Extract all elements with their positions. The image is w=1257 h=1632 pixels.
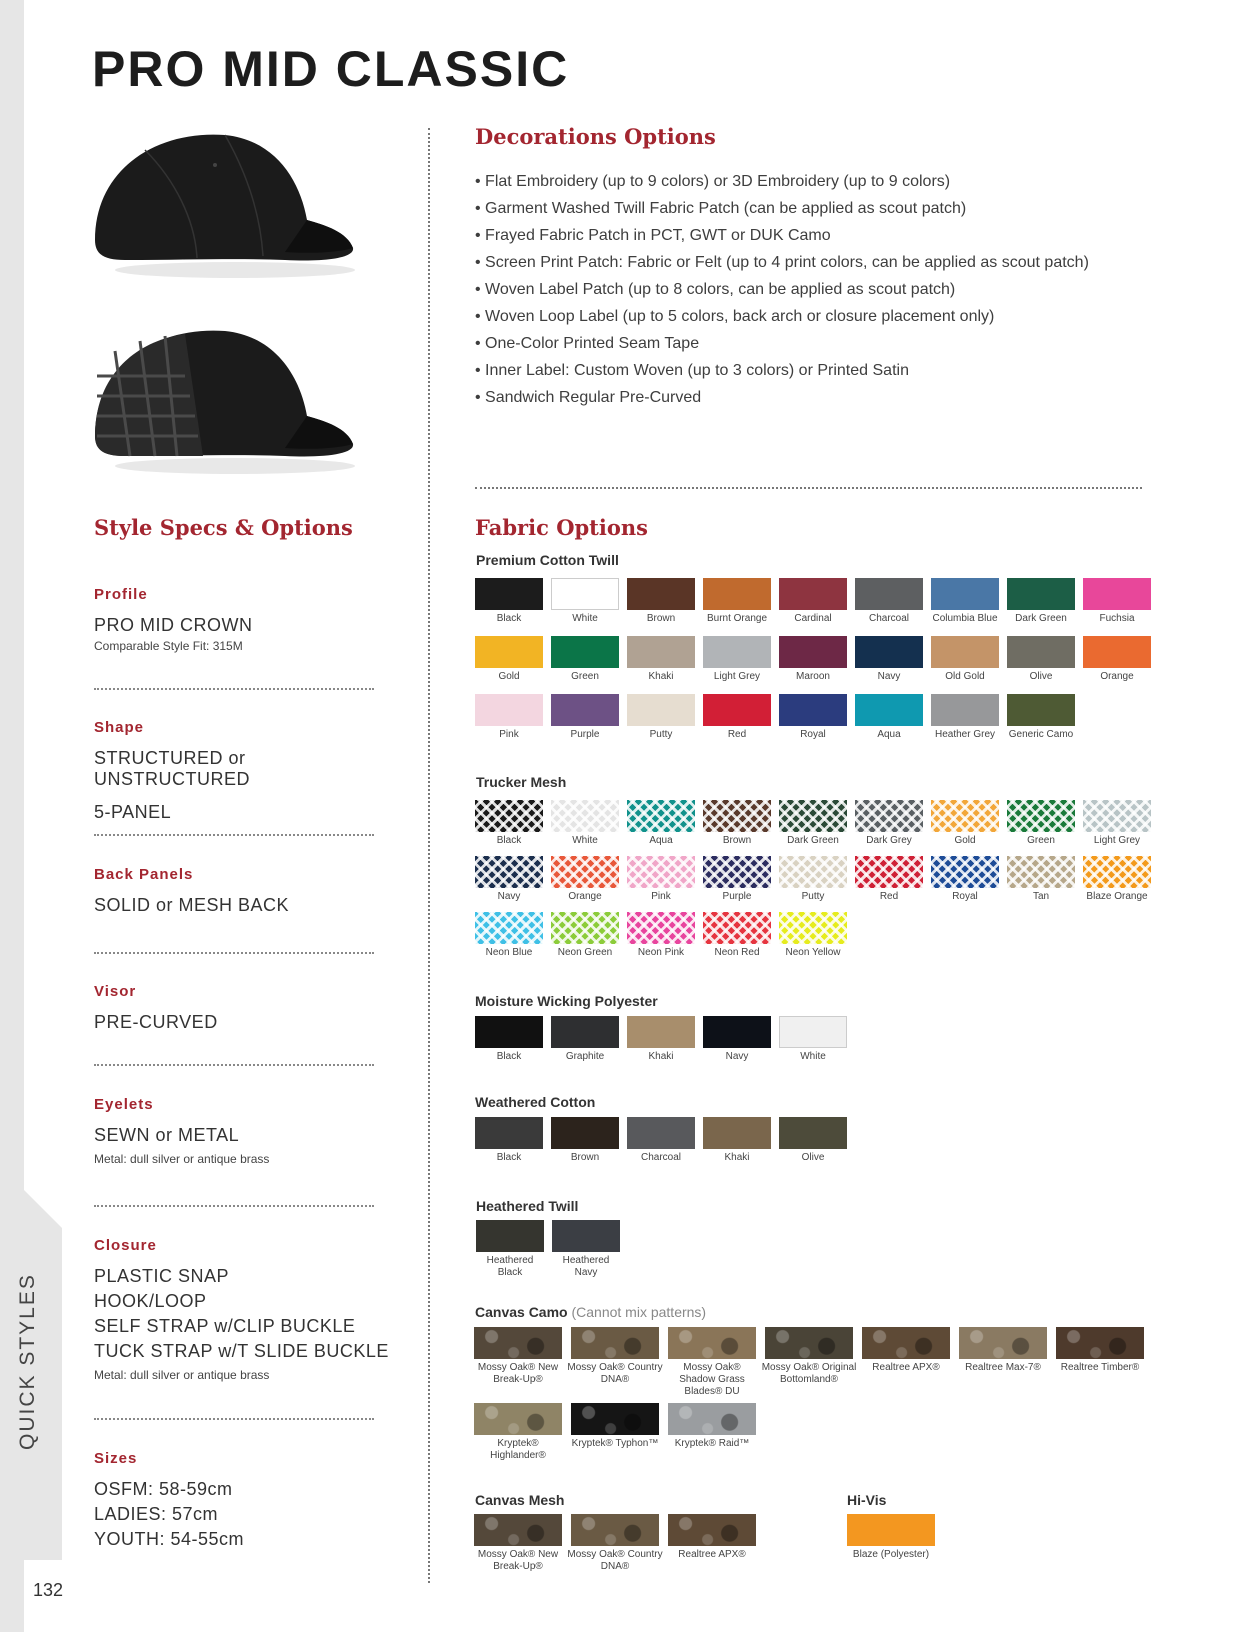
swatch-label: Navy: [877, 671, 901, 682]
swatch-mesh: [473, 856, 545, 903]
swatch-label: Realtree APX®: [678, 1549, 746, 1560]
swatch-mesh: [625, 800, 697, 847]
swatch-mesh: [625, 912, 697, 959]
spec-label: Eyelets: [94, 1096, 154, 1113]
specs-heading: Style Specs & Options: [94, 515, 353, 540]
swatch-color: [475, 856, 543, 888]
swatch-color: [703, 694, 771, 726]
swatch-label: Heathered Navy: [562, 1255, 610, 1278]
swatch-pct: [1081, 636, 1153, 683]
swatch-label: Mossy Oak® Shadow Grass Blades® DU: [679, 1362, 745, 1397]
group-heading-canvas-mesh: Canvas Mesh: [475, 1492, 565, 1508]
swatch-color: [765, 1327, 853, 1359]
swatch-pct: [549, 578, 621, 625]
swatch-pct: [853, 578, 925, 625]
swatch-color: [779, 694, 847, 726]
swatch-label: Navy: [725, 1051, 749, 1062]
swatch-pct: [701, 636, 773, 683]
swatch-label: Olive: [1029, 671, 1053, 682]
group-heading-heathered-twill: Heathered Twill: [476, 1198, 579, 1214]
swatch-pct: [549, 694, 621, 741]
swatch-mesh: [929, 800, 1001, 847]
swatch-pct: [1005, 636, 1077, 683]
swatch-color: [1083, 578, 1151, 610]
swatch-label: Mossy Oak® Country DNA®: [567, 1362, 663, 1385]
decorations-list: [475, 168, 1089, 411]
spec-divider: [94, 688, 374, 690]
spec-profile: [94, 586, 394, 653]
swatch-color: [475, 694, 543, 726]
swatch-color: [779, 1016, 847, 1048]
swatch-color: [474, 1327, 562, 1359]
group-heading-canvas-camo: [475, 1304, 706, 1320]
swatch-color: [931, 694, 999, 726]
swatch-color: [959, 1327, 1047, 1359]
swatch-color: [779, 578, 847, 610]
swatch-pct: [777, 578, 849, 625]
swatch-color: [668, 1514, 756, 1546]
swatch-pct: [549, 636, 621, 683]
swatch-canvas_mesh: [664, 1514, 760, 1561]
swatch-mwp: [701, 1016, 773, 1063]
swatch-color: [779, 856, 847, 888]
swatch-mesh: [549, 856, 621, 903]
swatch-label: Light Grey: [1093, 835, 1141, 846]
swatch-color: [703, 912, 771, 944]
swatch-camo: [567, 1327, 663, 1386]
swatch-hivis: [843, 1514, 939, 1561]
swatch-color: [627, 1117, 695, 1149]
swatch-color: [703, 1117, 771, 1149]
swatch-camo: [470, 1327, 566, 1386]
swatch-label: Light Grey: [713, 671, 761, 682]
swatch-color: [668, 1403, 756, 1435]
swatch-label: Neon Red: [714, 947, 760, 958]
swatch-color: [1007, 856, 1075, 888]
swatch-label: Olive: [801, 1152, 825, 1163]
swatch-label: Green: [1027, 835, 1055, 846]
swatch-color: [855, 856, 923, 888]
swatch-pct: [473, 578, 545, 625]
group-heading-weathered-cotton: Weathered Cotton: [475, 1094, 596, 1110]
swatch-weathered: [701, 1117, 773, 1164]
swatch-label: Realtree APX®: [872, 1362, 940, 1373]
swatch-label: Neon Green: [557, 947, 613, 958]
swatch-color: [779, 912, 847, 944]
swatch-label: Khaki: [648, 1051, 674, 1062]
swatch-label: Black: [496, 835, 522, 846]
swatch-camo: [470, 1403, 566, 1462]
swatch-color: [551, 800, 619, 832]
swatch-camo: [664, 1403, 760, 1450]
swatch-color: [931, 856, 999, 888]
column-divider: [428, 128, 430, 1583]
swatch-label: Neon Pink: [637, 947, 685, 958]
swatch-label: Pink: [499, 729, 519, 740]
spec-label: Visor: [94, 983, 137, 1000]
swatch-color: [475, 1016, 543, 1048]
swatch-label: Cardinal: [794, 613, 832, 624]
swatch-label: Neon Yellow: [785, 947, 841, 958]
swatch-label: Kryptek® Highlander®: [490, 1438, 546, 1461]
swatch-label: Gold: [954, 835, 976, 846]
swatch-color: [931, 578, 999, 610]
swatch-label: Blaze (Polyester): [852, 1549, 930, 1560]
group-heading-premium-cotton-twill: Premium Cotton Twill: [476, 552, 619, 568]
spec-value: PLASTIC SNAP: [94, 1266, 230, 1286]
spec-divider: [94, 1418, 374, 1420]
swatch-color: [703, 578, 771, 610]
swatch-label: Black: [496, 1152, 522, 1163]
decoration-item: • One-Color Printed Seam Tape: [475, 335, 700, 352]
swatch-color: [1007, 636, 1075, 668]
swatch-color: [474, 1514, 562, 1546]
group-note: (Cannot mix patterns): [571, 1304, 707, 1320]
swatch-mesh: [701, 800, 773, 847]
spec-closure: [94, 1237, 394, 1382]
swatch-color: [475, 912, 543, 944]
swatch-label: Red: [879, 891, 899, 902]
swatch-color: [703, 636, 771, 668]
swatch-color: [571, 1403, 659, 1435]
decoration-item: • Woven Loop Label (up to 5 colors, back arch or closure placement only): [475, 308, 995, 325]
swatch-color: [855, 694, 923, 726]
swatch-weathered: [625, 1117, 697, 1164]
swatch-mwp: [625, 1016, 697, 1063]
swatch-label: Putty: [801, 891, 825, 902]
spec-value: 5-PANEL: [94, 802, 172, 822]
swatch-color: [475, 578, 543, 610]
swatch-label: Old Gold: [945, 671, 985, 682]
swatch-label: Pink: [651, 891, 671, 902]
spec-note: Metal: dull silver or antique brass: [94, 1368, 270, 1382]
swatch-color: [627, 694, 695, 726]
swatch-color: [931, 636, 999, 668]
swatch-color: [1083, 636, 1151, 668]
swatch-label: Royal: [800, 729, 826, 740]
swatch-label: White: [572, 613, 598, 624]
swatch-mwp: [777, 1016, 849, 1063]
swatch-label: Tan: [1032, 891, 1050, 902]
spec-label: Shape: [94, 719, 145, 736]
swatch-color: [551, 694, 619, 726]
swatch-color: [571, 1327, 659, 1359]
swatch-mesh: [473, 912, 545, 959]
swatch-mesh: [473, 800, 545, 847]
swatch-label: Heathered Black: [486, 1255, 534, 1278]
swatch-color: [551, 578, 619, 610]
swatch-color: [627, 578, 695, 610]
swatch-label: Charcoal: [868, 613, 910, 624]
swatch-mesh: [853, 856, 925, 903]
spec-value: SELF STRAP w/CLIP BUCKLE: [94, 1316, 356, 1336]
swatch-label: Kryptek® Typhon™: [571, 1438, 659, 1449]
group-heading-trucker-mesh: Trucker Mesh: [476, 774, 567, 790]
spec-value: OSFM: 58-59cm: [94, 1479, 233, 1499]
swatch-pct: [777, 636, 849, 683]
swatch-pct: [473, 694, 545, 741]
spec-label: Sizes: [94, 1450, 138, 1467]
spec-value: YOUTH: 54-55cm: [94, 1529, 245, 1549]
spec-value: SOLID or MESH BACK: [94, 895, 290, 915]
spec-divider: [94, 1064, 374, 1066]
swatch-mesh: [1005, 800, 1077, 847]
swatch-pct: [473, 636, 545, 683]
swatch-label: Aqua: [649, 835, 673, 846]
swatch-mesh: [777, 800, 849, 847]
swatch-color: [551, 1117, 619, 1149]
spec-shape: [94, 719, 394, 823]
swatch-color: [551, 1016, 619, 1048]
swatch-color: [779, 636, 847, 668]
swatch-label: Aqua: [877, 729, 901, 740]
spec-eyelets: [94, 1096, 394, 1166]
swatch-pct: [701, 578, 773, 625]
swatch-label: Brown: [570, 1152, 600, 1163]
swatch-pct: [625, 694, 697, 741]
swatch-mesh: [777, 912, 849, 959]
swatch-label: Black: [496, 1051, 522, 1062]
swatch-color: [552, 1220, 620, 1252]
spec-note: Metal: dull silver or antique brass: [94, 1152, 270, 1166]
swatch-color: [855, 800, 923, 832]
swatch-camo: [858, 1327, 954, 1374]
swatch-label: Red: [727, 729, 747, 740]
swatch-pct: [929, 636, 1001, 683]
swatch-mesh: [853, 800, 925, 847]
swatch-label: Mossy Oak® New Break-Up®: [477, 1362, 559, 1385]
swatch-color: [475, 636, 543, 668]
swatch-color: [703, 856, 771, 888]
swatch-camo: [567, 1403, 663, 1450]
swatch-mesh: [701, 912, 773, 959]
swatch-color: [1056, 1327, 1144, 1359]
spec-value: STRUCTURED or UNSTRUCTURED: [94, 748, 250, 789]
swatch-color: [1007, 694, 1075, 726]
swatch-label: Dark Green: [1015, 613, 1067, 624]
swatch-label: Dark Green: [787, 835, 839, 846]
fabric-heading: Fabric Options: [475, 515, 648, 540]
swatch-color: [551, 856, 619, 888]
group-title: Canvas Camo: [475, 1304, 568, 1320]
swatch-pct: [701, 694, 773, 741]
group-heading-moisture-wicking-polyester: Moisture Wicking Polyester: [475, 993, 658, 1009]
decoration-item: • Screen Print Patch: Fabric or Felt (up to 4 print colors, can be applied as scout patch): [475, 254, 1089, 271]
decoration-item: • Frayed Fabric Patch in PCT, GWT or DUK Camo: [475, 227, 831, 244]
swatch-color: [551, 912, 619, 944]
swatch-weathered: [777, 1117, 849, 1164]
side-label: QUICK STYLES: [16, 1273, 39, 1450]
swatch-label: Blaze Orange: [1086, 891, 1148, 902]
swatch-color: [627, 912, 695, 944]
spec-label: Profile: [94, 586, 148, 603]
swatch-camo: [664, 1327, 760, 1398]
swatch-pct: [853, 636, 925, 683]
swatch-label: Royal: [952, 891, 978, 902]
spec-divider: [94, 952, 374, 954]
swatch-pct: [625, 578, 697, 625]
swatch-label: Brown: [646, 613, 676, 624]
swatch-mesh: [1081, 856, 1153, 903]
swatch-color: [847, 1514, 935, 1546]
cap-solid-back-image: [85, 120, 360, 280]
swatch-mesh: [701, 856, 773, 903]
swatch-label: Fuchsia: [1099, 613, 1135, 624]
swatch-pct: [625, 636, 697, 683]
section-divider: [475, 487, 1142, 489]
swatch-label: Orange: [568, 891, 602, 902]
swatch-label: Columbia Blue: [932, 613, 998, 624]
swatch-color: [855, 636, 923, 668]
swatch-color: [703, 800, 771, 832]
swatch-pct: [853, 694, 925, 741]
swatch-pct: [929, 694, 1001, 741]
swatch-label: White: [572, 835, 598, 846]
spec-value: SEWN or METAL: [94, 1125, 240, 1145]
cap-mesh-back-image: [85, 316, 360, 476]
swatch-pct: [1005, 694, 1077, 741]
swatch-color: [931, 800, 999, 832]
swatch-color: [862, 1327, 950, 1359]
swatch-label: White: [800, 1051, 826, 1062]
swatch-label: Generic Camo: [1008, 729, 1074, 740]
spec-sizes: [94, 1450, 394, 1550]
swatch-color: [627, 636, 695, 668]
swatch-mesh: [549, 912, 621, 959]
swatch-mesh: [1081, 800, 1153, 847]
spec-visor: [94, 983, 394, 1033]
swatch-camo: [955, 1327, 1051, 1374]
spec-value: PRE-CURVED: [94, 1012, 218, 1032]
spec-back-panels: [94, 866, 394, 916]
spec-label: Back Panels: [94, 866, 194, 883]
swatch-label: Khaki: [724, 1152, 750, 1163]
swatch-pct: [1005, 578, 1077, 625]
swatch-color: [779, 1117, 847, 1149]
swatch-canvas_mesh: [470, 1514, 566, 1573]
swatch-pct: [777, 694, 849, 741]
swatch-label: Green: [571, 671, 599, 682]
swatch-label: Mossy Oak® Original Bottomland®: [761, 1362, 857, 1385]
swatch-camo: [1052, 1327, 1148, 1374]
swatch-color: [703, 1016, 771, 1048]
swatch-weathered: [549, 1117, 621, 1164]
swatch-color: [474, 1403, 562, 1435]
swatch-mesh: [777, 856, 849, 903]
swatch-pct: [929, 578, 1001, 625]
swatch-label: Gold: [498, 671, 520, 682]
swatch-heathered: [550, 1220, 622, 1279]
swatch-label: Brown: [722, 835, 752, 846]
swatch-label: Realtree Max-7®: [965, 1362, 1041, 1373]
swatch-label: Black: [496, 613, 522, 624]
swatch-label: Mossy Oak® Country DNA®: [567, 1549, 663, 1572]
swatch-label: Purple: [722, 891, 752, 902]
swatch-color: [1007, 800, 1075, 832]
swatch-label: Charcoal: [640, 1152, 682, 1163]
swatch-heathered: [474, 1220, 546, 1279]
swatch-label: Realtree Timber®: [1060, 1362, 1140, 1373]
swatch-color: [627, 1016, 695, 1048]
swatch-label: Mossy Oak® New Break-Up®: [477, 1549, 559, 1572]
swatch-weathered: [473, 1117, 545, 1164]
swatch-color: [475, 800, 543, 832]
swatch-color: [627, 800, 695, 832]
swatch-mwp: [473, 1016, 545, 1063]
swatch-label: Navy: [497, 891, 521, 902]
swatch-canvas_mesh: [567, 1514, 663, 1573]
spec-divider: [94, 1205, 374, 1207]
swatch-color: [475, 1117, 543, 1149]
swatch-label: Khaki: [648, 671, 674, 682]
group-heading-hi-vis: Hi-Vis: [847, 1492, 887, 1508]
swatch-label: Maroon: [796, 671, 830, 682]
swatch-color: [779, 800, 847, 832]
swatch-color: [476, 1220, 544, 1252]
swatch-label: Dark Grey: [866, 835, 912, 846]
swatch-label: Putty: [649, 729, 673, 740]
swatch-pct: [1081, 578, 1153, 625]
decoration-item: • Woven Label Patch (up to 8 colors, can be applied as scout patch): [475, 281, 956, 298]
swatch-mesh: [625, 856, 697, 903]
decoration-item: • Inner Label: Custom Woven (up to 3 colors) or Printed Satin: [475, 362, 909, 379]
swatch-label: Neon Blue: [485, 947, 533, 958]
spec-value: PRO MID CROWN: [94, 615, 253, 635]
swatch-label: Purple: [570, 729, 600, 740]
swatch-mesh: [1005, 856, 1077, 903]
swatch-mesh: [549, 800, 621, 847]
swatch-mwp: [549, 1016, 621, 1063]
swatch-color: [1007, 578, 1075, 610]
swatch-mesh: [929, 856, 1001, 903]
swatch-color: [1083, 800, 1151, 832]
swatch-label: Heather Grey: [934, 729, 996, 740]
swatch-camo: [761, 1327, 857, 1386]
swatch-color: [668, 1327, 756, 1359]
page-title: PRO MID CLASSIC: [92, 41, 570, 97]
swatch-label: Burnt Orange: [706, 613, 768, 624]
spec-label: Closure: [94, 1237, 157, 1254]
swatch-label: Kryptek® Raid™: [674, 1438, 750, 1449]
swatch-color: [627, 856, 695, 888]
page-number: 132: [33, 1580, 64, 1600]
swatch-label: Orange: [1100, 671, 1134, 682]
spec-value: HOOK/LOOP: [94, 1291, 207, 1311]
decoration-item: • Garment Washed Twill Fabric Patch (can be applied as scout patch): [475, 200, 967, 217]
spec-value: LADIES: 57cm: [94, 1504, 219, 1524]
decorations-heading: Decorations Options: [475, 124, 716, 149]
swatch-color: [855, 578, 923, 610]
decoration-item: • Flat Embroidery (up to 9 colors) or 3D Embroidery (up to 9 colors): [475, 173, 951, 190]
spec-divider: [94, 834, 374, 836]
spec-value: TUCK STRAP w/T SLIDE BUCKLE: [94, 1341, 389, 1361]
swatch-color: [1083, 856, 1151, 888]
swatch-color: [551, 636, 619, 668]
swatch-color: [571, 1514, 659, 1546]
swatch-label: Graphite: [565, 1051, 605, 1062]
spec-note: Comparable Style Fit: 315M: [94, 639, 243, 653]
decoration-item: • Sandwich Regular Pre-Curved: [475, 389, 702, 406]
